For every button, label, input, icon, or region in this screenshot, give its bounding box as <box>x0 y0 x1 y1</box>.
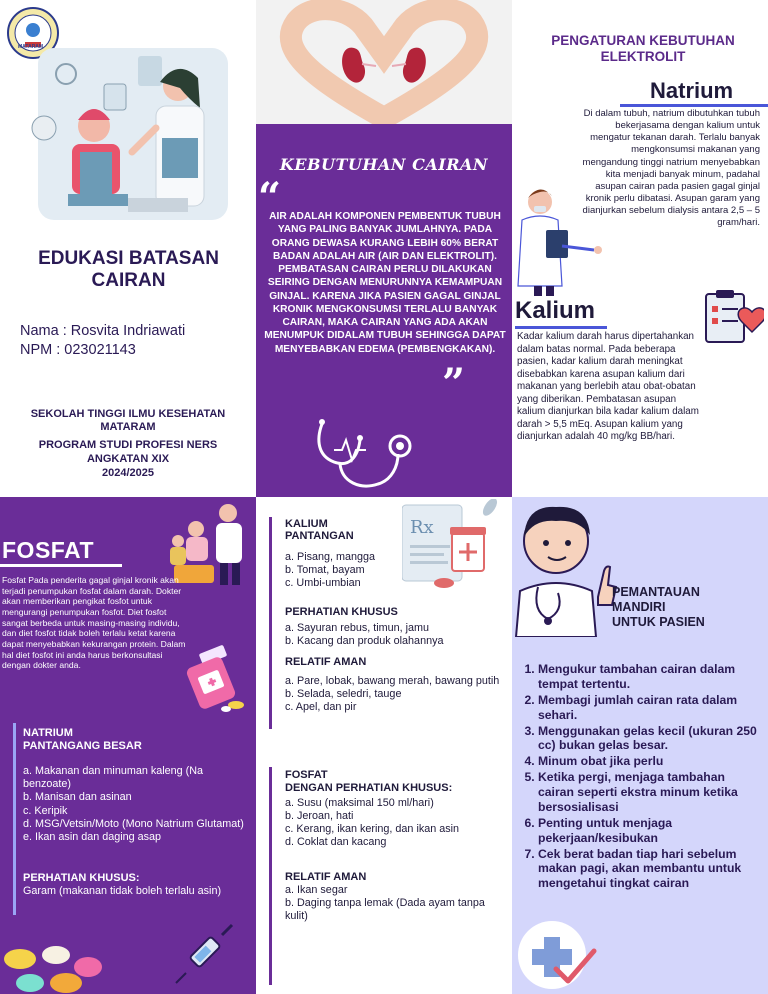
list-item: 5. Ketika pergi, menjaga tambahan cairan seperti ekstra minum ketika bersosialisasi <box>538 770 764 815</box>
class-year: ANGKATAN XIX <box>86 453 170 465</box>
list-item: c. Kerang, ikan kering, dan ikan asin <box>285 822 460 835</box>
school-name: SEKOLAH TINGGI ILMU KESEHATAN MATARAM <box>30 408 226 434</box>
list-item: 1. Mengukur tambahan cairan dalam tempat tertentu. <box>538 662 764 692</box>
student-name: Nama : Rosvita Indriawati <box>20 323 186 339</box>
list-item: d. Coklat dan kacang <box>285 835 387 848</box>
monitor-heading-1: PEMANTAUAN <box>612 585 700 599</box>
diet-fosfat-heading-1: FOSFAT <box>285 769 328 781</box>
diet-special-list <box>285 622 507 648</box>
logo-text: MATARAM <box>18 44 44 50</box>
list-item: c. Umbi-umbian <box>285 576 361 589</box>
list-item: d. MSG/Vetsin/Moto (Mono Natrium Glutamat) <box>23 817 244 830</box>
diet-panel <box>256 497 512 994</box>
kalium-body: Kadar kalium darah harus dipertahankan dalam batas normal. Pada beberapa pasien, kadar kalium darah meningkat disebabkan karena asupan kalium dari makanan yang berlebih atau obat-obatan yang diberikan. Pembatasan asupan kalium dianjurkan bila kadar kalium dalam darah > 5,5 mEq. Asupan kalium yang dianjurkan adalah 40 mg/kg BB/hari. <box>517 331 699 443</box>
pills-illustration <box>0 937 110 994</box>
list-item: a. Pisang, mangga <box>285 551 376 563</box>
list-item: b. Daging tanpa lemak (Dada ayam tanpa kulit) <box>285 896 485 922</box>
kalium-heading-1: KALIUM <box>285 518 328 530</box>
safe-heading: RELATIF AMAN <box>285 656 367 668</box>
list-item: b. Tomat, bayam <box>285 563 365 576</box>
natrium-accent-line <box>13 723 16 915</box>
electrolyte-heading: PENGATURAN KEBUTUHAN ELEKTROLIT <box>551 33 735 64</box>
svg-text:Rx: Rx <box>410 517 434 538</box>
list-item: a. Makanan dan minuman kaleng (Na benzoate) <box>23 765 204 791</box>
close-quote-icon: ” <box>442 360 466 407</box>
kalium-title: Kalium <box>515 297 596 324</box>
fosfat-title: FOSFAT <box>2 537 95 563</box>
special-heading: PERHATIAN KHUSUS: <box>23 872 140 884</box>
kalium-list <box>285 551 415 590</box>
medicine-bottle-icon <box>186 645 248 713</box>
diet-fosfat-heading-2: DENGAN PERHATIAN KHUSUS: <box>285 782 453 794</box>
fosfat-safe-list <box>285 884 485 923</box>
kalium-accent-line <box>269 517 272 729</box>
program-name: PROGRAM STUDI PROFESI NERS <box>38 439 218 451</box>
open-quote-icon: “ <box>258 174 282 221</box>
natrium-heading-2: PANTANGANG BESAR <box>23 740 142 752</box>
special-body: Garam (makanan tidak boleh terlalu asin) <box>23 885 222 897</box>
natrium-title: Natrium <box>650 78 734 103</box>
natrium-heading-1: NATRIUM <box>23 727 73 739</box>
prescription-icon <box>402 499 502 591</box>
doctor-illustration <box>512 186 612 298</box>
diet-fosfat-list <box>285 797 507 849</box>
list-item: a. Susu (maksimal 150 ml/hari) <box>285 797 434 809</box>
student-npm: NPM : 023021143 <box>20 342 136 358</box>
fosfat-safe-heading: RELATIF AMAN <box>285 871 367 883</box>
list-item: a. Ikan segar <box>285 884 348 896</box>
safe-list <box>285 675 503 714</box>
natrium-body: Di dalam tubuh, natrium dibutuhkan tubuh bekerjasama dengan kalium untuk mengatur tekanan darah. Terlalu banyak mengkonsumsi makanan yang mengandung tinggi natrium menyebabkan kita menjadi banyak minum, padahal asupan cairan pada pasien gagal ginjal kronik perlu dibatasi. Asupan garam yang dianjurkan sebelum dialysis antara 2,5 – 5 gram/hari. <box>582 108 760 229</box>
monitor-steps <box>520 662 764 892</box>
cover-panel <box>0 0 256 497</box>
list-item: b. Kacang dan produk olahannya <box>285 634 444 647</box>
monitor-panel <box>512 497 768 994</box>
list-item: 3. Menggunakan gelas kecil (ukuran 250 cc) bukan gelas besar. <box>538 724 764 754</box>
list-item: c. Keripik <box>23 804 68 817</box>
list-item: 4. Minum obat jika perlu <box>538 754 764 769</box>
fosfat-panel <box>0 497 256 994</box>
clipboard-heart-icon <box>702 288 764 344</box>
fosfat-body: Fosfat Pada penderita gagal ginjal kronik akan terjadi penumpukan fosfat dalam darah. Dokter akan memberikan pengikat fosfot untuk mengurangi penumpukan fosfot. Diet fosfot sangat berbeda untuk masing-masing individu, dan diet fosfot tidak boleh terlalu ketat karena dapat menyebabkan kekurangan protein. Dalam hal diet fosfot ini anda harus berkonsultasi dengan dokter anda. <box>2 575 186 671</box>
electrolyte-panel <box>512 0 768 497</box>
nurse-patient-illustration <box>28 48 228 220</box>
list-item: b. Selada, seledri, tauge <box>285 687 402 700</box>
natrium-underline <box>620 104 768 107</box>
diet-special-heading: PERHATIAN KHUSUS <box>285 606 398 618</box>
list-item: 7. Cek berat badan tiap hari sebelum makan pagi, akan membantu untuk mengetahui tingkat cairan <box>538 847 764 892</box>
list-item: a. Sayuran rebus, timun, jamu <box>285 622 430 634</box>
natrium-list <box>23 765 248 844</box>
kalium-heading-2: PANTANGAN <box>285 530 354 542</box>
list-item: 6. Penting untuk menjaga pekerjaan/kesibukan <box>538 816 764 846</box>
syringe-icon <box>172 921 238 987</box>
hands-heart-kidney-image <box>256 0 512 124</box>
fosfat-underline <box>0 564 122 567</box>
list-item: e. Ikan asin dan daging asap <box>23 830 162 843</box>
list-item: 2. Membagi jumlah cairan rata dalam sehari. <box>538 693 764 723</box>
list-item: b. Manisan dan asinan <box>23 791 132 804</box>
fluid-panel <box>256 0 512 497</box>
list-item: a. Pare, lobak, bawang merah, bawang putih <box>285 675 500 687</box>
stethoscope-icon <box>312 410 422 494</box>
fluid-heading: KEBUTUHAN CAIRAN <box>279 155 489 174</box>
monitor-heading-2: MANDIRI <box>612 600 666 614</box>
fluid-body: AIR ADALAH KOMPONEN PEMBENTUK TUBUH YANG PALING BANYAK JUMLAHNYA. PADA ORANG DEWASA KURANG LEBIH 60% BERAT BADAN ADALAH AIR (AIR DAN ELEKTROLIT). PEMBATASAN CAIRAN PERLU DILAKUKAN SEIRING DENGAN MENURUNNYA KEMAMPUAN GINJAL. KARENA JIKA PASIEN GAGAL GINJAL KRONIK MENGKONSUMSI TERLALU BANYAK CAIRAN, MAKA CAIRAN YANG ADA AKAN MENUMPUK DIDALAM TUBUH SEHINGGA DAPAT MENYEBABKAN EDEMA (PEMBENGKAKAN). <box>264 211 506 355</box>
academic-year: 2024/2025 <box>102 467 154 479</box>
fosfat-accent-line <box>269 767 272 985</box>
list-item: b. Jeroan, hati <box>285 809 354 822</box>
medical-cross-check-icon <box>516 915 598 994</box>
list-item: c. Apel, dan pir <box>285 700 357 713</box>
cover-title: EDUKASI BATASAN CAIRAN <box>38 248 219 291</box>
nurse-thumbs-up-illustration <box>512 501 620 637</box>
kalium-underline <box>515 326 607 329</box>
monitor-heading-3: UNTUK PASIEN <box>612 615 705 629</box>
